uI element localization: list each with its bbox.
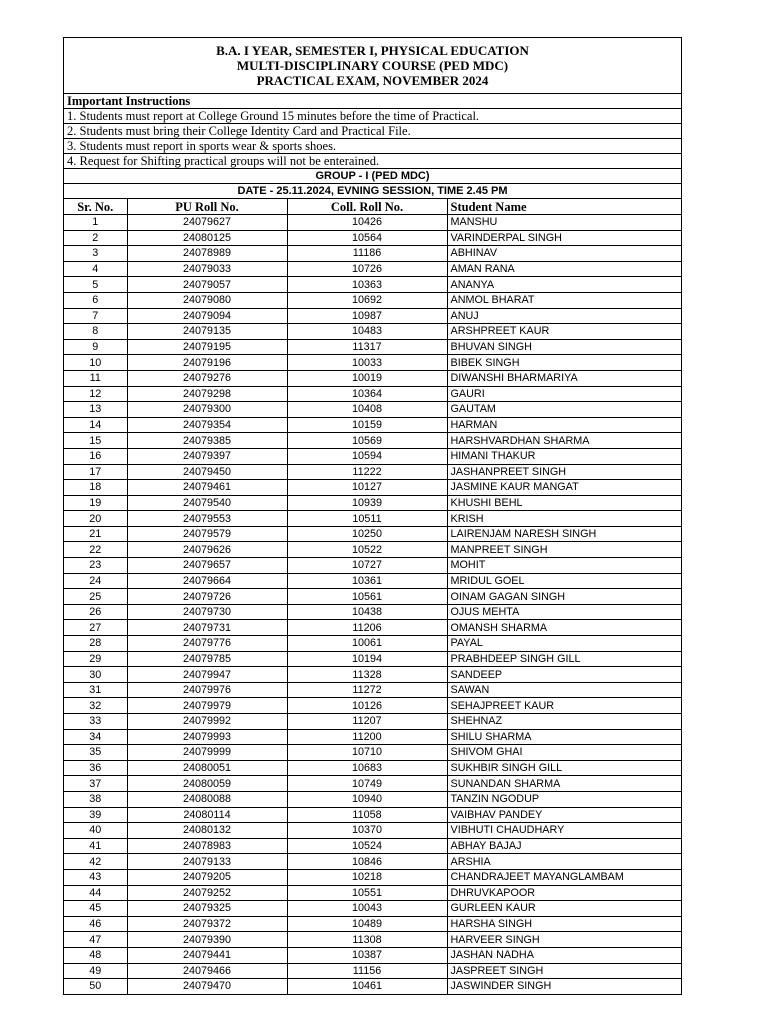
student-name-cell: BHUVAN SINGH bbox=[447, 339, 681, 355]
coll-roll-no-cell: 10489 bbox=[287, 916, 447, 932]
pu-roll-no-cell: 24079195 bbox=[127, 339, 287, 355]
pu-roll-no-cell: 24079785 bbox=[127, 651, 287, 667]
table-row bbox=[64, 760, 681, 776]
table-row bbox=[64, 745, 681, 761]
student-name-cell: JASHANPREET SINGH bbox=[447, 464, 681, 480]
table-row bbox=[64, 620, 681, 636]
student-name-cell: KHUSHI BEHL bbox=[447, 495, 681, 511]
sr-no-cell: 11 bbox=[64, 370, 127, 386]
coll-roll-no-cell: 10569 bbox=[287, 433, 447, 449]
sr-no-cell: 32 bbox=[64, 698, 127, 714]
student-name-cell: HARMAN bbox=[447, 417, 681, 433]
table-row bbox=[64, 324, 681, 340]
student-name-cell: HARSHVARDHAN SHARMA bbox=[447, 433, 681, 449]
coll-roll-no-cell: 10159 bbox=[287, 417, 447, 433]
sr-no-cell: 49 bbox=[64, 963, 127, 979]
coll-roll-no-cell: 10250 bbox=[287, 526, 447, 542]
pu-roll-no-cell: 24080125 bbox=[127, 230, 287, 246]
sr-no-cell: 41 bbox=[64, 838, 127, 854]
student-name-cell: DHRUVKAPOOR bbox=[447, 885, 681, 901]
pu-roll-no-cell: 24079730 bbox=[127, 604, 287, 620]
student-name-cell: SEHAJPREET KAUR bbox=[447, 698, 681, 714]
sr-no-cell: 6 bbox=[64, 292, 127, 308]
pu-roll-no-cell: 24079276 bbox=[127, 370, 287, 386]
coll-roll-no-cell: 10033 bbox=[287, 355, 447, 371]
coll-roll-no-cell: 10846 bbox=[287, 854, 447, 870]
table-row bbox=[64, 246, 681, 262]
coll-roll-no-cell: 10726 bbox=[287, 261, 447, 277]
coll-roll-no-cell: 11186 bbox=[287, 246, 447, 262]
coll-roll-no-cell: 10683 bbox=[287, 760, 447, 776]
sr-no-cell: 31 bbox=[64, 682, 127, 698]
pu-roll-no-cell: 24079354 bbox=[127, 417, 287, 433]
coll-roll-no-cell: 11200 bbox=[287, 729, 447, 745]
pu-roll-no-cell: 24079094 bbox=[127, 308, 287, 324]
session-heading: DATE - 25.11.2024, EVNING SESSION, TIME 2.45 PM bbox=[64, 184, 681, 199]
coll-roll-no-cell: 10551 bbox=[287, 885, 447, 901]
pu-roll-no-cell: 24079579 bbox=[127, 526, 287, 542]
table-row bbox=[64, 261, 681, 277]
table-row bbox=[64, 292, 681, 308]
sr-no-cell: 18 bbox=[64, 480, 127, 496]
column-header-pu-roll-no: PU Roll No. bbox=[127, 199, 287, 215]
coll-roll-no-cell: 11206 bbox=[287, 620, 447, 636]
coll-roll-no-cell: 11222 bbox=[287, 464, 447, 480]
coll-roll-no-cell: 10939 bbox=[287, 495, 447, 511]
student-name-cell: SANDEEP bbox=[447, 667, 681, 683]
pu-roll-no-cell: 24080114 bbox=[127, 807, 287, 823]
sr-no-cell: 28 bbox=[64, 636, 127, 652]
coll-roll-no-cell: 10363 bbox=[287, 277, 447, 293]
table-row bbox=[64, 807, 681, 823]
sr-no-cell: 38 bbox=[64, 791, 127, 807]
pu-roll-no-cell: 24079992 bbox=[127, 714, 287, 730]
table-row bbox=[64, 682, 681, 698]
student-name-cell: AMAN RANA bbox=[447, 261, 681, 277]
instruction-item: 3. Students must report in sports wear & sports shoes. bbox=[64, 139, 681, 154]
student-name-cell: SHIVOM GHAI bbox=[447, 745, 681, 761]
student-rows bbox=[64, 215, 681, 994]
pu-roll-no-cell: 24079627 bbox=[127, 215, 287, 231]
instruction-item: 1. Students must report at College Ground 15 minutes before the time of Practical. bbox=[64, 109, 681, 124]
group-heading: GROUP - I (PED MDC) bbox=[64, 169, 681, 184]
sr-no-cell: 5 bbox=[64, 277, 127, 293]
table-row bbox=[64, 947, 681, 963]
table-row bbox=[64, 979, 681, 994]
table-row bbox=[64, 604, 681, 620]
coll-roll-no-cell: 10561 bbox=[287, 589, 447, 605]
pu-roll-no-cell: 24079441 bbox=[127, 947, 287, 963]
table-row bbox=[64, 589, 681, 605]
exam-sheet bbox=[63, 37, 682, 995]
pu-roll-no-cell: 24079300 bbox=[127, 402, 287, 418]
student-name-cell: VARINDERPAL SINGH bbox=[447, 230, 681, 246]
table-row bbox=[64, 651, 681, 667]
coll-roll-no-cell: 11156 bbox=[287, 963, 447, 979]
pu-roll-no-cell: 24079731 bbox=[127, 620, 287, 636]
student-name-cell: ABHAY BAJAJ bbox=[447, 838, 681, 854]
student-name-cell: ANANYA bbox=[447, 277, 681, 293]
coll-roll-no-cell: 10408 bbox=[287, 402, 447, 418]
sr-no-cell: 20 bbox=[64, 511, 127, 527]
coll-roll-no-cell: 10987 bbox=[287, 308, 447, 324]
sr-no-cell: 39 bbox=[64, 807, 127, 823]
table-row bbox=[64, 636, 681, 652]
pu-roll-no-cell: 24079196 bbox=[127, 355, 287, 371]
table-row bbox=[64, 558, 681, 574]
coll-roll-no-cell: 10019 bbox=[287, 370, 447, 386]
sr-no-cell: 37 bbox=[64, 776, 127, 792]
student-name-cell: BIBEK SINGH bbox=[447, 355, 681, 371]
column-header-sr-no: Sr. No. bbox=[64, 199, 127, 215]
table-row bbox=[64, 230, 681, 246]
coll-roll-no-cell: 10218 bbox=[287, 869, 447, 885]
pu-roll-no-cell: 24079397 bbox=[127, 448, 287, 464]
table-row bbox=[64, 838, 681, 854]
table-row bbox=[64, 433, 681, 449]
pu-roll-no-cell: 24079450 bbox=[127, 464, 287, 480]
student-name-cell: SUNANDAN SHARMA bbox=[447, 776, 681, 792]
pu-roll-no-cell: 24079540 bbox=[127, 495, 287, 511]
sr-no-cell: 8 bbox=[64, 324, 127, 340]
table-row bbox=[64, 370, 681, 386]
student-name-cell: SHEHNAZ bbox=[447, 714, 681, 730]
pu-roll-no-cell: 24079657 bbox=[127, 558, 287, 574]
sr-no-cell: 21 bbox=[64, 526, 127, 542]
sr-no-cell: 19 bbox=[64, 495, 127, 511]
sr-no-cell: 43 bbox=[64, 869, 127, 885]
table-row bbox=[64, 495, 681, 511]
coll-roll-no-cell: 10511 bbox=[287, 511, 447, 527]
sr-no-cell: 1 bbox=[64, 215, 127, 231]
sr-no-cell: 34 bbox=[64, 729, 127, 745]
table-row bbox=[64, 339, 681, 355]
student-name-cell: ARSHIA bbox=[447, 854, 681, 870]
pu-roll-no-cell: 24079947 bbox=[127, 667, 287, 683]
coll-roll-no-cell: 11308 bbox=[287, 932, 447, 948]
student-name-cell: VAIBHAV PANDEY bbox=[447, 807, 681, 823]
student-name-cell: ABHINAV bbox=[447, 246, 681, 262]
pu-roll-no-cell: 24079999 bbox=[127, 745, 287, 761]
pu-roll-no-cell: 24079298 bbox=[127, 386, 287, 402]
student-name-cell: VIBHUTI CHAUDHARY bbox=[447, 823, 681, 839]
pu-roll-no-cell: 24080051 bbox=[127, 760, 287, 776]
header-title-line-1: B.A. I YEAR, SEMESTER I, PHYSICAL EDUCATION bbox=[216, 43, 529, 58]
student-name-cell: CHANDRAJEET MAYANGLAMBAM bbox=[447, 869, 681, 885]
coll-roll-no-cell: 10727 bbox=[287, 558, 447, 574]
sr-no-cell: 25 bbox=[64, 589, 127, 605]
coll-roll-no-cell: 10524 bbox=[287, 838, 447, 854]
sr-no-cell: 40 bbox=[64, 823, 127, 839]
student-name-cell: GURLEEN KAUR bbox=[447, 901, 681, 917]
student-name-cell: GAURI bbox=[447, 386, 681, 402]
student-name-cell: MANPREET SINGH bbox=[447, 542, 681, 558]
table-row bbox=[64, 417, 681, 433]
student-name-cell: JASWINDER SINGH bbox=[450, 980, 552, 993]
sr-no-cell: 12 bbox=[64, 386, 127, 402]
table-row bbox=[64, 823, 681, 839]
pu-roll-no-cell: 24079135 bbox=[127, 324, 287, 340]
coll-roll-no-cell: 10710 bbox=[287, 745, 447, 761]
sr-no-cell: 3 bbox=[64, 246, 127, 262]
sr-no-cell: 9 bbox=[64, 339, 127, 355]
pu-roll-no-cell: 24079080 bbox=[127, 292, 287, 308]
sr-no-cell: 23 bbox=[64, 558, 127, 574]
instruction-item: 4. Request for Shifting practical groups will not be enterained. bbox=[64, 154, 681, 169]
sr-no-cell: 35 bbox=[64, 745, 127, 761]
student-name-cell: HIMANI THAKUR bbox=[447, 448, 681, 464]
pu-roll-no-cell: 24079466 bbox=[127, 963, 287, 979]
coll-roll-no-cell: 10126 bbox=[287, 698, 447, 714]
student-table bbox=[64, 199, 681, 994]
sr-no-cell: 26 bbox=[64, 604, 127, 620]
sr-no-cell: 22 bbox=[64, 542, 127, 558]
coll-roll-no-cell: 10061 bbox=[287, 636, 447, 652]
student-name-cell: MANSHU bbox=[447, 215, 681, 231]
sr-no-cell: 13 bbox=[64, 402, 127, 418]
student-name-cell: SUKHBIR SINGH GILL bbox=[447, 760, 681, 776]
sr-no-cell: 44 bbox=[64, 885, 127, 901]
coll-roll-no-cell: 10127 bbox=[287, 480, 447, 496]
coll-roll-no-cell: 10564 bbox=[287, 230, 447, 246]
table-row bbox=[64, 277, 681, 293]
student-name-cell: SAWAN bbox=[447, 682, 681, 698]
student-name-cell: LAIRENJAM NARESH SINGH bbox=[447, 526, 681, 542]
sr-no-cell: 7 bbox=[64, 308, 127, 324]
student-name-cell: ANUJ bbox=[447, 308, 681, 324]
pu-roll-no-cell: 24079726 bbox=[127, 589, 287, 605]
pu-roll-no-cell: 24079033 bbox=[127, 261, 287, 277]
coll-roll-no-cell: 10594 bbox=[287, 448, 447, 464]
pu-roll-no-cell: 24079979 bbox=[127, 698, 287, 714]
sr-no-cell: 30 bbox=[64, 667, 127, 683]
sr-no-cell: 15 bbox=[64, 433, 127, 449]
coll-roll-no-cell: 11272 bbox=[287, 682, 447, 698]
table-row bbox=[64, 729, 681, 745]
table-row bbox=[64, 402, 681, 418]
table-row bbox=[64, 448, 681, 464]
coll-roll-no-cell: 10043 bbox=[287, 901, 447, 917]
table-row bbox=[64, 308, 681, 324]
pu-roll-no-cell: 24079470 bbox=[127, 979, 287, 994]
student-name-cell: OMANSH SHARMA bbox=[447, 620, 681, 636]
sr-no-cell: 50 bbox=[64, 979, 127, 994]
coll-roll-no-cell: 10749 bbox=[287, 776, 447, 792]
coll-roll-no-cell: 10461 bbox=[287, 979, 447, 994]
table-row bbox=[64, 698, 681, 714]
sr-no-cell: 45 bbox=[64, 901, 127, 917]
coll-roll-no-cell: 10426 bbox=[287, 215, 447, 231]
sr-no-cell: 17 bbox=[64, 464, 127, 480]
table-row bbox=[64, 869, 681, 885]
pu-roll-no-cell: 24080088 bbox=[127, 791, 287, 807]
student-name-cell: MRIDUL GOEL bbox=[447, 573, 681, 589]
student-name-cell: HARSHA SINGH bbox=[447, 916, 681, 932]
student-name-cell: OINAM GAGAN SINGH bbox=[447, 589, 681, 605]
sr-no-cell: 46 bbox=[64, 916, 127, 932]
pu-roll-no-cell: 24079664 bbox=[127, 573, 287, 589]
pu-roll-no-cell: 24079390 bbox=[127, 932, 287, 948]
table-row bbox=[64, 901, 681, 917]
pu-roll-no-cell: 24079776 bbox=[127, 636, 287, 652]
student-name-cell: ARSHPREET KAUR bbox=[447, 324, 681, 340]
table-row bbox=[64, 854, 681, 870]
coll-roll-no-cell: 10387 bbox=[287, 947, 447, 963]
table-row bbox=[64, 885, 681, 901]
instructions-heading: Important Instructions bbox=[64, 94, 681, 109]
header-title-line-3: PRACTICAL EXAM, NOVEMBER 2024 bbox=[256, 73, 489, 88]
coll-roll-no-cell: 10483 bbox=[287, 324, 447, 340]
coll-roll-no-cell: 10438 bbox=[287, 604, 447, 620]
student-name-cell: JASHAN NADHA bbox=[447, 947, 681, 963]
pu-roll-no-cell: 24079976 bbox=[127, 682, 287, 698]
student-name-cell: SHILU SHARMA bbox=[447, 729, 681, 745]
sr-no-cell: 24 bbox=[64, 573, 127, 589]
sr-no-cell: 33 bbox=[64, 714, 127, 730]
sr-no-cell: 2 bbox=[64, 230, 127, 246]
sr-no-cell: 4 bbox=[64, 261, 127, 277]
pu-roll-no-cell: 24079372 bbox=[127, 916, 287, 932]
table-row bbox=[64, 714, 681, 730]
sr-no-cell: 14 bbox=[64, 417, 127, 433]
pu-roll-no-cell: 24079626 bbox=[127, 542, 287, 558]
table-row bbox=[64, 464, 681, 480]
table-row bbox=[64, 386, 681, 402]
coll-roll-no-cell: 11207 bbox=[287, 714, 447, 730]
pu-roll-no-cell: 24079252 bbox=[127, 885, 287, 901]
pu-roll-no-cell: 24079133 bbox=[127, 854, 287, 870]
student-name-cell: GAUTAM bbox=[447, 402, 681, 418]
coll-roll-no-cell: 11058 bbox=[287, 807, 447, 823]
coll-roll-no-cell: 10522 bbox=[287, 542, 447, 558]
student-name-cell: HARVEER SINGH bbox=[447, 932, 681, 948]
coll-roll-no-cell: 10692 bbox=[287, 292, 447, 308]
sr-no-cell: 29 bbox=[64, 651, 127, 667]
table-row bbox=[64, 963, 681, 979]
student-name-cell: TANZIN NGODUP bbox=[447, 791, 681, 807]
coll-roll-no-cell: 10361 bbox=[287, 573, 447, 589]
student-name-cell: MOHIT bbox=[447, 558, 681, 574]
student-name-cell: JASMINE KAUR MANGAT bbox=[447, 480, 681, 496]
table-row bbox=[64, 667, 681, 683]
table-row bbox=[64, 776, 681, 792]
sr-no-cell: 10 bbox=[64, 355, 127, 371]
student-name-cell: OJUS MEHTA bbox=[447, 604, 681, 620]
table-header-row bbox=[64, 199, 681, 215]
pu-roll-no-cell: 24079461 bbox=[127, 480, 287, 496]
instruction-item: 2. Students must bring their College Identity Card and Practical File. bbox=[64, 124, 681, 139]
pu-roll-no-cell: 24080132 bbox=[127, 823, 287, 839]
student-name-cell: ANMOL BHARAT bbox=[447, 292, 681, 308]
coll-roll-no-cell: 10370 bbox=[287, 823, 447, 839]
pu-roll-no-cell: 24079553 bbox=[127, 511, 287, 527]
pu-roll-no-cell: 24080059 bbox=[127, 776, 287, 792]
pu-roll-no-cell: 24079325 bbox=[127, 901, 287, 917]
column-header-student-name: Student Name bbox=[447, 199, 681, 215]
table-row bbox=[64, 215, 681, 231]
pu-roll-no-cell: 24078983 bbox=[127, 838, 287, 854]
table-row bbox=[64, 932, 681, 948]
table-row bbox=[64, 791, 681, 807]
table-row bbox=[64, 355, 681, 371]
pu-roll-no-cell: 24079993 bbox=[127, 729, 287, 745]
pu-roll-no-cell: 24078989 bbox=[127, 246, 287, 262]
sr-no-cell: 27 bbox=[64, 620, 127, 636]
coll-roll-no-cell: 11328 bbox=[287, 667, 447, 683]
sr-no-cell: 47 bbox=[64, 932, 127, 948]
student-name-cell: PAYAL bbox=[447, 636, 681, 652]
table-row bbox=[64, 573, 681, 589]
pu-roll-no-cell: 24079385 bbox=[127, 433, 287, 449]
student-name-cell: DIWANSHI BHARMARIYA bbox=[447, 370, 681, 386]
pu-roll-no-cell: 24079057 bbox=[127, 277, 287, 293]
coll-roll-no-cell: 10194 bbox=[287, 651, 447, 667]
header-title-line-2: MULTI-DISCIPLINARY COURSE (PED MDC) bbox=[236, 58, 509, 73]
coll-roll-no-cell: 11317 bbox=[287, 339, 447, 355]
table-row bbox=[64, 916, 681, 932]
column-header-coll-roll-no: Coll. Roll No. bbox=[287, 199, 447, 215]
student-name-cell: PRABHDEEP SINGH GILL bbox=[447, 651, 681, 667]
student-name-cell: KRISH bbox=[447, 511, 681, 527]
pu-roll-no-cell: 24079205 bbox=[127, 869, 287, 885]
table-row bbox=[64, 542, 681, 558]
sr-no-cell: 16 bbox=[64, 448, 127, 464]
table-row bbox=[64, 526, 681, 542]
student-name-cell: JASPREET SINGH bbox=[447, 963, 681, 979]
table-row bbox=[64, 511, 681, 527]
document-header bbox=[64, 38, 681, 94]
sr-no-cell: 36 bbox=[64, 760, 127, 776]
sr-no-cell: 48 bbox=[64, 947, 127, 963]
coll-roll-no-cell: 10940 bbox=[287, 791, 447, 807]
table-row bbox=[64, 480, 681, 496]
sr-no-cell: 42 bbox=[64, 854, 127, 870]
coll-roll-no-cell: 10364 bbox=[287, 386, 447, 402]
